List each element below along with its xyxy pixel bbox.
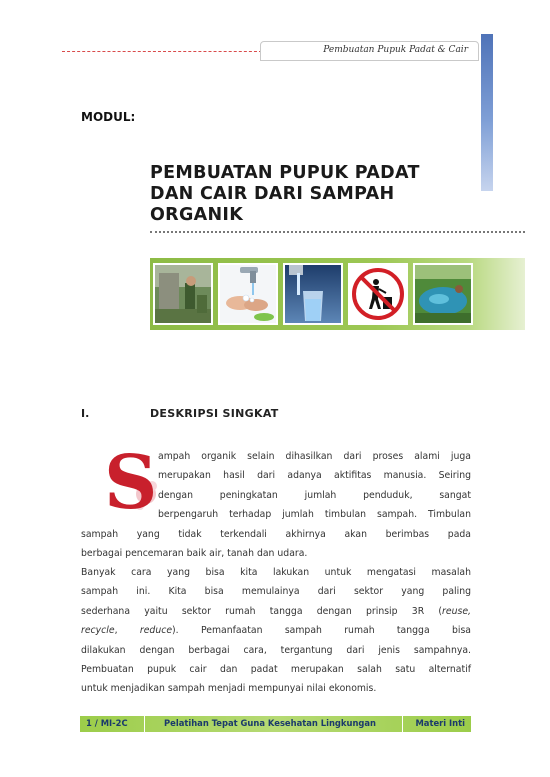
text-line: dilakukan dengan berbagai cara, tergantung dari jenis sampahnya.	[81, 644, 471, 656]
section-title: DESKRIPSI SINGKAT	[150, 407, 279, 420]
text-line: sampah ini. Kita bisa memulainya dari sektor yang paling	[81, 586, 471, 598]
text-line: ampah organik selain dihasilkan dari proses alami juga	[158, 451, 471, 462]
water-glass-photo	[283, 263, 343, 325]
title-dotted-rule	[150, 231, 525, 233]
footer-bar	[80, 716, 471, 732]
no-littering-sign	[348, 263, 408, 325]
footer-divider	[402, 716, 403, 732]
main-title-line: PEMBUATAN PUPUK PADAT	[150, 163, 420, 183]
paragraph-intro	[81, 447, 471, 563]
text-line: merupakan hasil dari adanya aktifitas manusia. Seiring	[158, 470, 471, 482]
footer-divider	[144, 716, 145, 732]
main-title-line: ORGANIK	[150, 205, 244, 225]
text-span: ). Pemanfaatan sampah rumah tangga bisa	[172, 625, 471, 637]
modul-label: MODUL:	[81, 110, 136, 124]
accent-bar	[481, 34, 493, 191]
handwashing-photo	[218, 263, 278, 325]
footer-page-number: 1 / MI-2C	[86, 718, 128, 728]
text-line: dengan peningkatan jumlah penduduk, sangat	[158, 489, 471, 501]
emphasis-recycle: recycle	[81, 625, 115, 637]
paragraph-3r	[81, 563, 471, 699]
section-number: I.	[81, 407, 90, 420]
main-title-line: DAN CAIR DARI SAMPAH	[150, 184, 395, 204]
header-tab	[260, 41, 479, 61]
text-span: sederhana yaitu sektor rumah tangga dengan prinsip 3R (	[81, 605, 443, 617]
wetland-photo	[413, 263, 473, 325]
text-span: ,	[114, 625, 118, 637]
footer-section-label: Materi Inti	[415, 718, 465, 728]
main-title	[150, 163, 480, 226]
text-line: sampah yang tidak terkendali akhirnya akan berimbas pada	[81, 528, 471, 540]
text-line: untuk menjadikan sampah menjadi mempunyai nilai ekonomis.	[81, 683, 377, 695]
text-line: berbagai pencemaran baik air, tanah dan udara.	[81, 548, 308, 560]
text-line	[81, 621, 471, 640]
waste-site-photo	[153, 263, 213, 325]
text-line	[81, 602, 471, 621]
text-line: berpengaruh terhadap jumlah timbulan sampah. Timbulan	[158, 509, 471, 521]
header-title: Pembuatan Pupuk Padat & Cair	[323, 45, 468, 55]
text-line: Pembuatan pupuk cair dan padat merupakan salah satu alternatif	[81, 664, 471, 676]
text-line: Banyak cara yang bisa kita lakukan untuk mengatasi masalah	[81, 567, 471, 578]
emphasis-reduce: reduce	[139, 625, 173, 637]
footer-course-title: Pelatihan Tepat Guna Kesehatan Lingkungan	[164, 718, 377, 728]
drop-cap-letter: S	[104, 440, 158, 520]
header-dashed-rule	[62, 51, 262, 52]
emphasis-reuse: reuse,	[442, 605, 471, 617]
